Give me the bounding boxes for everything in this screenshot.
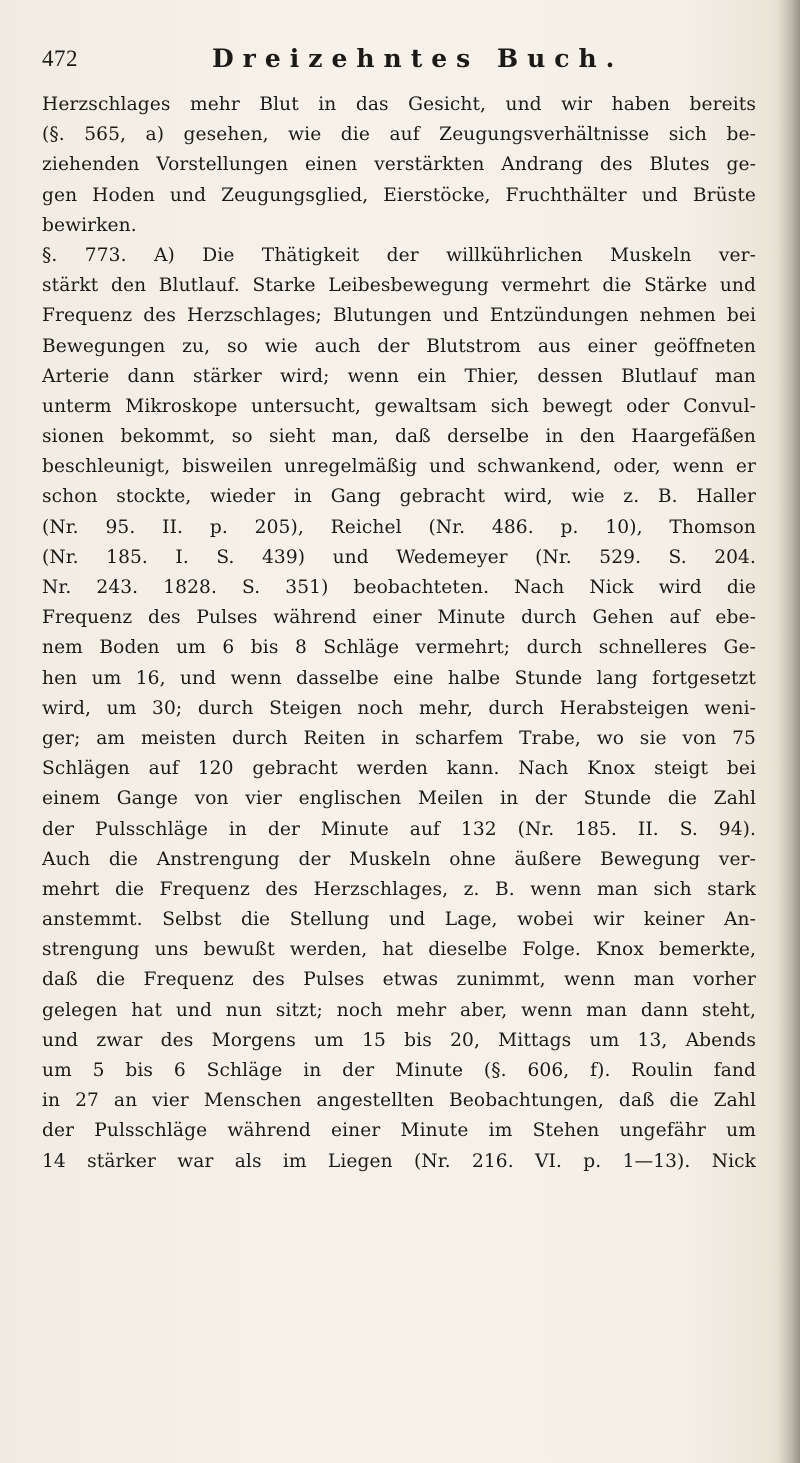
text-line: daß die Frequenz des Pulses etwas zunimmt, wenn man vorher — [42, 969, 756, 991]
text-line: anstemmt. Selbst die Stellung und Lage, wobei wir keiner An- — [42, 909, 756, 931]
text-line: §. 773. A) Die Thätigkeit der willkührlichen Muskeln ver- — [42, 244, 756, 266]
text-line: schon stockte, wieder in Gang gebracht wird, wie z. B. Haller — [42, 486, 756, 508]
text-line: Frequenz des Pulses während einer Minute durch Gehen auf ebe- — [42, 607, 756, 629]
page-header — [42, 42, 742, 82]
text-line: strengung uns bewußt werden, hat dieselbe Folge. Knox bemerkte, — [42, 939, 756, 961]
text-line: 14 stärker war als im Liegen (Nr. 216. VI. p. 1—13). Nick — [42, 1150, 756, 1172]
text-line: Nr. 243. 1828. S. 351) beobachteten. Nach Nick wird die — [42, 577, 756, 598]
text-line: Bewegungen zu, so wie auch der Blutstrom aus einer geöffneten — [42, 335, 756, 357]
text-line: gen Hoden und Zeugungsglied, Eierstöcke, Fruchthälter und Brüste — [42, 184, 756, 206]
text-line: gelegen hat und nun sitzt; noch mehr aber, wenn man dann steht, — [42, 999, 756, 1021]
text-line: beschleunigt, bisweilen unregelmäßig und schwankend, oder, wenn er — [42, 456, 756, 478]
text-line: und zwar des Morgens um 15 bis 20, Mittags um 13, Abends — [42, 1029, 756, 1051]
text-line: (Nr. 185. I. S. 439) und Wedemeyer (Nr. 529. S. 204. — [42, 546, 756, 568]
text-line: mehrt die Frequenz des Herzschlages, z. B. wenn man sich stark — [42, 878, 756, 900]
text-line: ger; am meisten durch Reiten in scharfem Trabe, wo sie von 75 — [42, 727, 756, 749]
text-line: der Pulsschläge in der Minute auf 132 (Nr. 185. II. S. 94). — [42, 818, 756, 840]
body-text — [42, 90, 756, 1177]
text-line: Frequenz des Herzschlages; Blutungen und Entzündungen nehmen bei — [42, 305, 756, 327]
page-edge-shadow — [778, 0, 800, 1463]
text-line: Arterie dann stärker wird; wenn ein Thier, dessen Blutlauf man — [42, 365, 756, 387]
text-line: bewirken. — [42, 214, 137, 236]
text-line: der Pulsschläge während einer Minute im Stehen ungefähr um — [42, 1120, 756, 1142]
text-line: (Nr. 95. II. p. 205), Reichel (Nr. 486. p. 10), Thomson — [42, 516, 756, 538]
text-line: sionen bekommt, so sieht man, daß derselbe in den Haargefäßen — [42, 426, 756, 448]
text-line: Auch die Anstrengung der Muskeln ohne äußere Bewegung ver- — [42, 848, 756, 870]
text-line: um 5 bis 6 Schläge in der Minute (§. 606, f). Roulin fand — [42, 1060, 756, 1081]
page-number: 472 — [42, 46, 78, 71]
text-line: stärkt den Blutlauf. Starke Leibesbewegung vermehrt die Stärke und — [42, 275, 756, 297]
running-title: Dreizehntes Buch. — [212, 44, 624, 73]
text-line: einem Gange von vier englischen Meilen in der Stunde die Zahl — [42, 788, 756, 810]
text-line: in 27 an vier Menschen angestellten Beobachtungen, daß die Zahl — [42, 1090, 756, 1112]
text-line: ziehenden Vorstellungen einen verstärkten Andrang des Blutes ge- — [42, 154, 756, 176]
text-line: unterm Mikroskope untersucht, gewaltsam sich bewegt oder Convul- — [42, 395, 756, 417]
text-line: Herzschlages mehr Blut in das Gesicht, und wir haben bereits — [42, 94, 756, 115]
text-line: wird, um 30; durch Steigen noch mehr, durch Herabsteigen weni- — [42, 697, 756, 719]
text-line: Schlägen auf 120 gebracht werden kann. Nach Knox steigt bei — [42, 758, 756, 780]
text-line: hen um 16, und wenn dasselbe eine halbe Stunde lang fortgesetzt — [42, 667, 756, 689]
text-line: nem Boden um 6 bis 8 Schläge vermehrt; durch schnelleres Ge- — [42, 637, 756, 659]
text-line: (§. 565, a) gesehen, wie die auf Zeugungsverhältnisse sich be- — [42, 124, 756, 146]
